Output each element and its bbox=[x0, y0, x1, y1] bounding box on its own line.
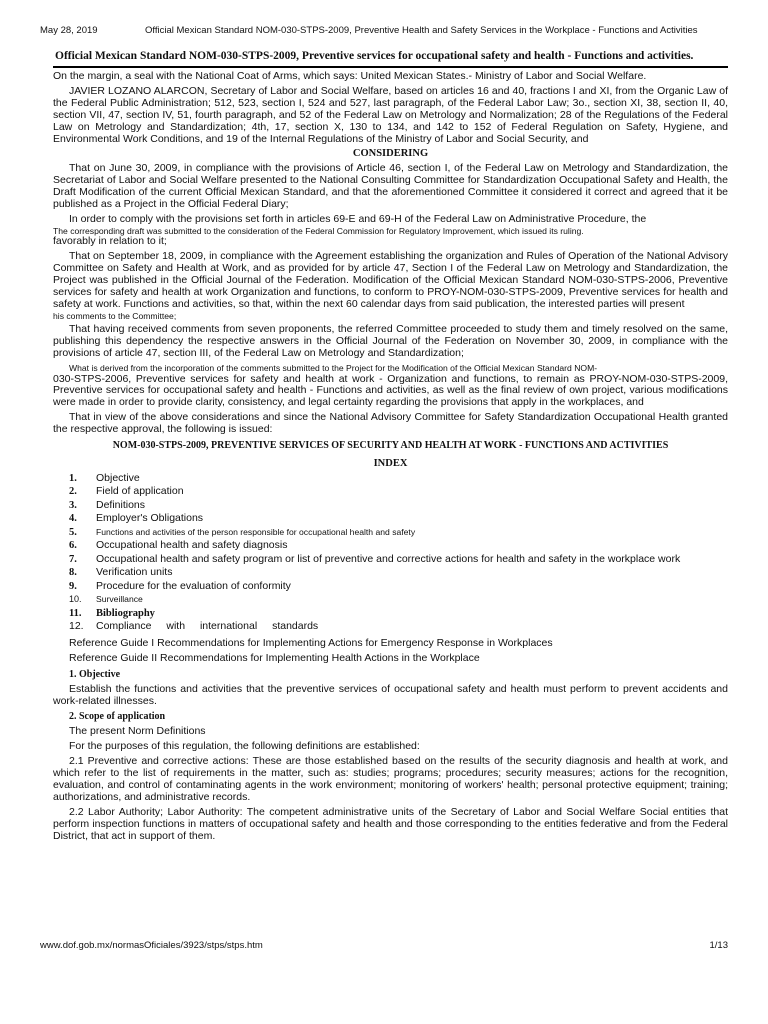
index-label: Objective bbox=[96, 471, 140, 484]
index-item bbox=[69, 540, 728, 554]
reference-guide-2: Reference Guide II Recommendations for Implementing Health Actions in the Workplace bbox=[69, 651, 480, 664]
index-number: 11. bbox=[69, 607, 82, 619]
page-number: 1/13 bbox=[709, 940, 728, 951]
index-label: Functions and activities of the person responsible for occupational health and safety bbox=[96, 526, 416, 537]
index-item bbox=[69, 608, 728, 622]
intro-paragraph: JAVIER LOZANO ALARCON, Secretary of Labor and Social Welfare, based on articles 16 and 40, fractions I and XI, from the Organic Law of the Federal Public Administration; 512, 523, section I, 524 and 527, last paragraph, of the Federal Labor Law; 3o., section XI, 38, section II, 40, section VII, 47, section IV, 51, fourth paragraph, and 52 of the Federal Law on Metrology and Normalization; 28 of the Regulations of the Federal Law on Metrology and Standardization; 4th, 17, section X, 130 to 134, and 142 to 152 of Federal Regulation on Safety, Hygiene, and Environmental Work Conditions, and 19 of the Internal Regulations of the Ministry of Labor and Social Security, and bbox=[53, 84, 728, 145]
index-label: Field of application bbox=[96, 485, 184, 498]
index-label: Occupational health and safety program or list of preventive and corrective actions for health and safety in the workplace work bbox=[96, 552, 681, 565]
index-item bbox=[69, 594, 728, 608]
considering-paragraph-3: That on September 18, 2009, in compliance with the Agreement establishing the organization and Rules of Operation of the National Advisory Committee on Safety and Health at Work, and as provided for by article 47, Section I of the Federal Law on Metrology and Standardization, the Project was published in the Official Journal of the Federation. Modification of the Official Mexican Standard NOM-030-STPS-2006, Preventive services for safety and health at work Organization and functions, to conform to PROY-NOM-030-STPS-2009, Preventive services for health and safety at work. Functions and activities, so that, within the next 60 calendar days from said publication, the interested parties will present bbox=[53, 250, 728, 310]
section-2-text-1: The present Norm Definitions bbox=[69, 725, 206, 738]
section-2-text-2: For the purposes of this regulation, the following definitions are established: bbox=[69, 740, 420, 753]
index-label: Definitions bbox=[96, 498, 146, 511]
index-item bbox=[69, 581, 728, 595]
considering-paragraph-1: That on June 30, 2009, in compliance with the provisions of Article 46, section I, of the Federal Law on Metrology and Standardization, the Secretariat of Labor and Social Welfare presented to the National Consulting Committee for Standardization Occupational Safety and Health, the Draft Modification of the current Official Mexican Standard, and that the aforementioned Committee it considered it correct and agreed that it be published as a Project in the Official Federal Diary; bbox=[53, 162, 728, 211]
reference-guide-1: Reference Guide I Recommendations for Implementing Actions for Emergency Response in Workplaces bbox=[69, 636, 553, 649]
index-item bbox=[69, 500, 728, 514]
section-1-text: Establish the functions and activities that the preventive services of occupational safety and health must perform to prevent accidents and work-related illnesses. bbox=[53, 682, 728, 707]
index-number: 5. bbox=[69, 526, 77, 538]
document-body bbox=[53, 50, 728, 845]
index-item bbox=[69, 554, 728, 568]
footer-url: www.dof.gob.mx/normasOficiales/3923/stps/stps.htm bbox=[40, 940, 263, 951]
definition-2-1: 2.1 Preventive and corrective actions: These are those established based on the results of the security diagnosis and health at work, and which refer to the list of requirements in the matter, such as: studies; programs; procedures; security measures; actions for the recognition, evaluation, and control of contaminating agents in the work environment; monitoring of workers' health; personal protective equipment; training; authorizations, and administrative records. bbox=[53, 755, 728, 803]
index-label: Bibliography bbox=[96, 607, 155, 619]
index-item bbox=[69, 621, 728, 635]
index-label: Surveillance bbox=[96, 594, 143, 605]
index-label: Occupational health and safety diagnosis bbox=[96, 539, 288, 552]
nom-heading: NOM-030-STPS-2009, PREVENTIVE SERVICES OF SECURITY AND HEALTH AT WORK - FUNCTIONS AND ACTIVITIES bbox=[112, 440, 669, 452]
index-number: 3. bbox=[69, 499, 77, 511]
index-item bbox=[69, 486, 728, 500]
index-number: 8. bbox=[69, 567, 77, 579]
section-1-heading: 1. Objective bbox=[69, 668, 121, 680]
index-number: 1. bbox=[69, 472, 77, 484]
index-number: 7. bbox=[69, 553, 77, 565]
considering-paragraph-3-end: his comments to the Committee; bbox=[53, 310, 177, 321]
index-item bbox=[69, 567, 728, 581]
index-number: 12. bbox=[69, 620, 84, 633]
considering-paragraph-2-cont: The corresponding draft was submitted to the consideration of the Federal Commission for Regulatory Improvement, which issued its ruling. bbox=[53, 225, 584, 236]
index-list bbox=[69, 473, 728, 635]
considering-heading: CONSIDERING bbox=[352, 148, 429, 160]
document-title: Official Mexican Standard NOM-030-STPS-2009, Preventive services for occupational safety and health - Functions and activities. bbox=[53, 50, 728, 68]
considering-paragraph-4: That having received comments from seven proponents, the referred Committee proceeded to study them and timely resolved on the same, publishing this dependency the respective answers in the Official Journal of the Federation on November 30, 2009, in compliance with the provisions of article 47, section III, of the Federal Law on Metrology and Standardization; bbox=[53, 323, 728, 360]
considering-paragraph-2: In order to comply with the provisions set forth in articles 69-E and 69-H of the Federal Law on Administrative Procedure, the bbox=[69, 212, 647, 225]
print-title: Official Mexican Standard NOM-030-STPS-2009, Preventive Health and Safety Services in the Workplace - Functions and Activities bbox=[145, 25, 698, 36]
index-heading: INDEX bbox=[373, 457, 408, 469]
index-number: 10. bbox=[69, 594, 82, 605]
index-label: Employer's Obligations bbox=[96, 512, 204, 525]
print-date: May 28, 2019 bbox=[40, 25, 98, 36]
index-label: Procedure for the evaluation of conformity bbox=[96, 579, 291, 592]
index-item bbox=[69, 527, 728, 541]
index-item bbox=[69, 473, 728, 487]
index-number: 4. bbox=[69, 513, 77, 525]
index-number: 9. bbox=[69, 580, 77, 592]
margin-note: On the margin, a seal with the National Coat of Arms, which says: United Mexican States.- Ministry of Labor and Social Welfare. bbox=[53, 70, 647, 82]
definition-2-2: 2.2 Labor Authority; Labor Authority: The competent administrative units of the Secretary of Labor and Social Welfare Social entities that perform inspection functions in matters of occupational safety and health and those corresponding to the entities federative and from the Federal District, that act in support of them. bbox=[53, 805, 728, 842]
index-item bbox=[69, 513, 728, 527]
index-number: 2. bbox=[69, 486, 77, 498]
index-label: Compliance with international standards bbox=[96, 620, 319, 633]
section-2-heading: 2. Scope of application bbox=[69, 711, 166, 723]
considering-paragraph-2-end: favorably in relation to it; bbox=[53, 235, 167, 248]
index-number: 6. bbox=[69, 540, 77, 552]
considering-paragraph-5-cont: 030-STPS-2006, Preventive services for safety and health at work - Organization and functions, to remain as PROY-NOM-030-STPS-2009, Preventive services for occupational safety and health - Functions and activities, as well as the final review of own project, various modifications were made in order to provide clarity, consistency, and legal certainty regarding the provisions that apply in the workplaces, and bbox=[53, 372, 728, 409]
index-label: Verification units bbox=[96, 566, 173, 579]
considering-paragraph-6: That in view of the above considerations and since the National Advisory Committee for Safety Standardization Occupational Health granted the respective approval, the following is issued: bbox=[53, 411, 728, 436]
considering-paragraph-5: What is derived from the incorporation of the comments submitted to the Project for the Modification of the Official Mexican Standard NOM- bbox=[69, 363, 598, 374]
